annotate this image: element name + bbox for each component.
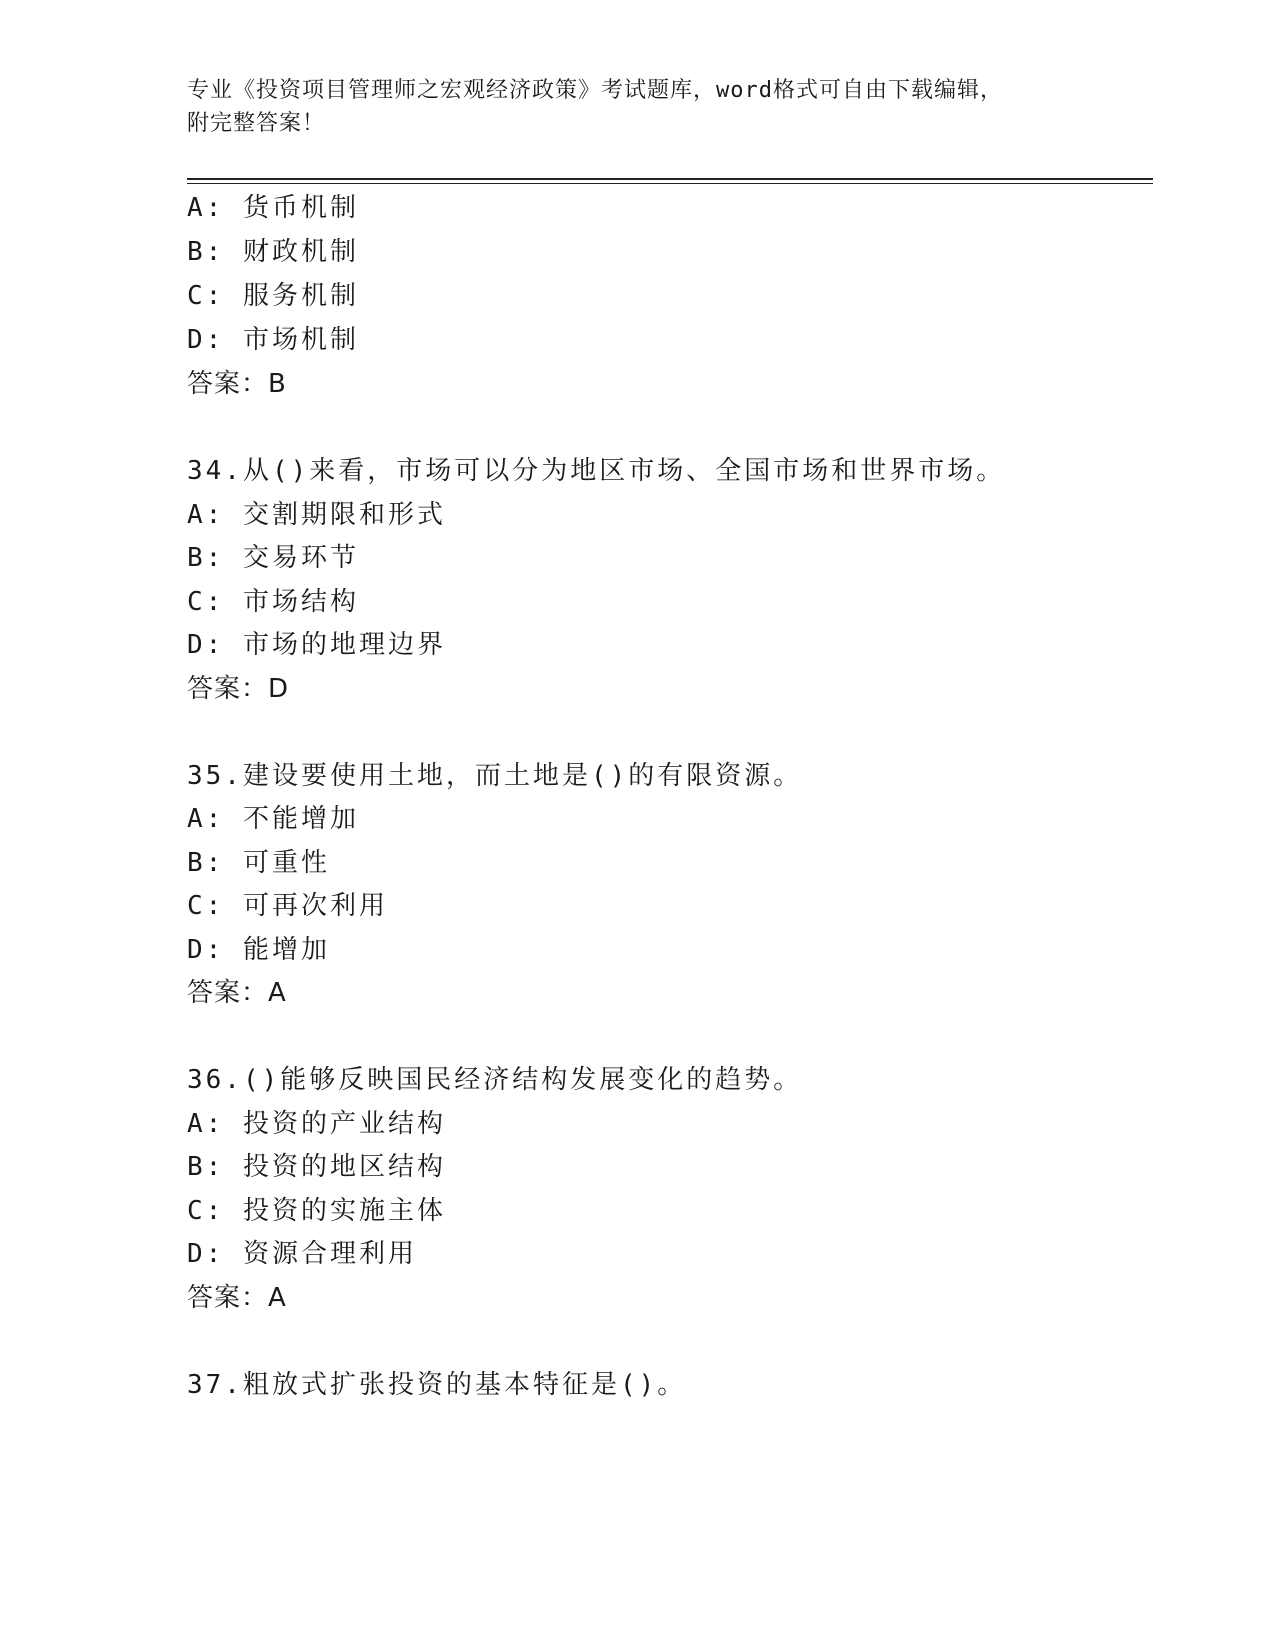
q36-answer: 答案：A	[187, 1283, 287, 1313]
header-line-1: 专业《投资项目管理师之宏观经济政策》考试题库，word格式可自由下载编辑，	[187, 78, 1003, 103]
q35-option-a: A: 不能增加	[187, 804, 359, 834]
q36-option-c: C: 投资的实施主体	[187, 1196, 446, 1226]
q35-option-c: C: 可再次利用	[187, 891, 388, 921]
q34-answer: 答案：D	[187, 674, 290, 704]
q36-option-b: B: 投资的地区结构	[187, 1152, 446, 1182]
q35-answer: 答案：A	[187, 978, 287, 1008]
q35-option-b: B: 可重性	[187, 848, 330, 878]
q33-answer: 答案：B	[187, 369, 287, 399]
document-header	[187, 74, 1067, 140]
header-divider-thin	[187, 183, 1153, 184]
q36-option-d: D: 资源合理利用	[187, 1239, 417, 1269]
header-divider-thick	[187, 178, 1153, 180]
q33-option-c: C: 服务机制	[187, 281, 359, 311]
q36-question: 36.()能够反映国民经济结构发展变化的趋势。	[187, 1065, 803, 1095]
q36-option-a: A: 投资的产业结构	[187, 1109, 446, 1139]
q34-question: 34.从()来看，市场可以分为地区市场、全国市场和世界市场。	[187, 456, 1006, 486]
q37-question: 37.粗放式扩张投资的基本特征是()。	[187, 1370, 687, 1400]
q34-option-a: A: 交割期限和形式	[187, 500, 446, 530]
q33-option-a: A: 货币机制	[187, 193, 359, 223]
q35-question: 35.建设要使用土地，而土地是()的有限资源。	[187, 761, 803, 791]
header-line-2: 附完整答案！	[187, 111, 326, 136]
q33-option-d: D: 市场机制	[187, 325, 359, 355]
q34-option-b: B: 交易环节	[187, 543, 359, 573]
q34-option-d: D: 市场的地理边界	[187, 630, 446, 660]
q34-option-c: C: 市场结构	[187, 587, 359, 617]
q35-option-d: D: 能增加	[187, 935, 330, 965]
q33-option-b: B: 财政机制	[187, 237, 359, 267]
